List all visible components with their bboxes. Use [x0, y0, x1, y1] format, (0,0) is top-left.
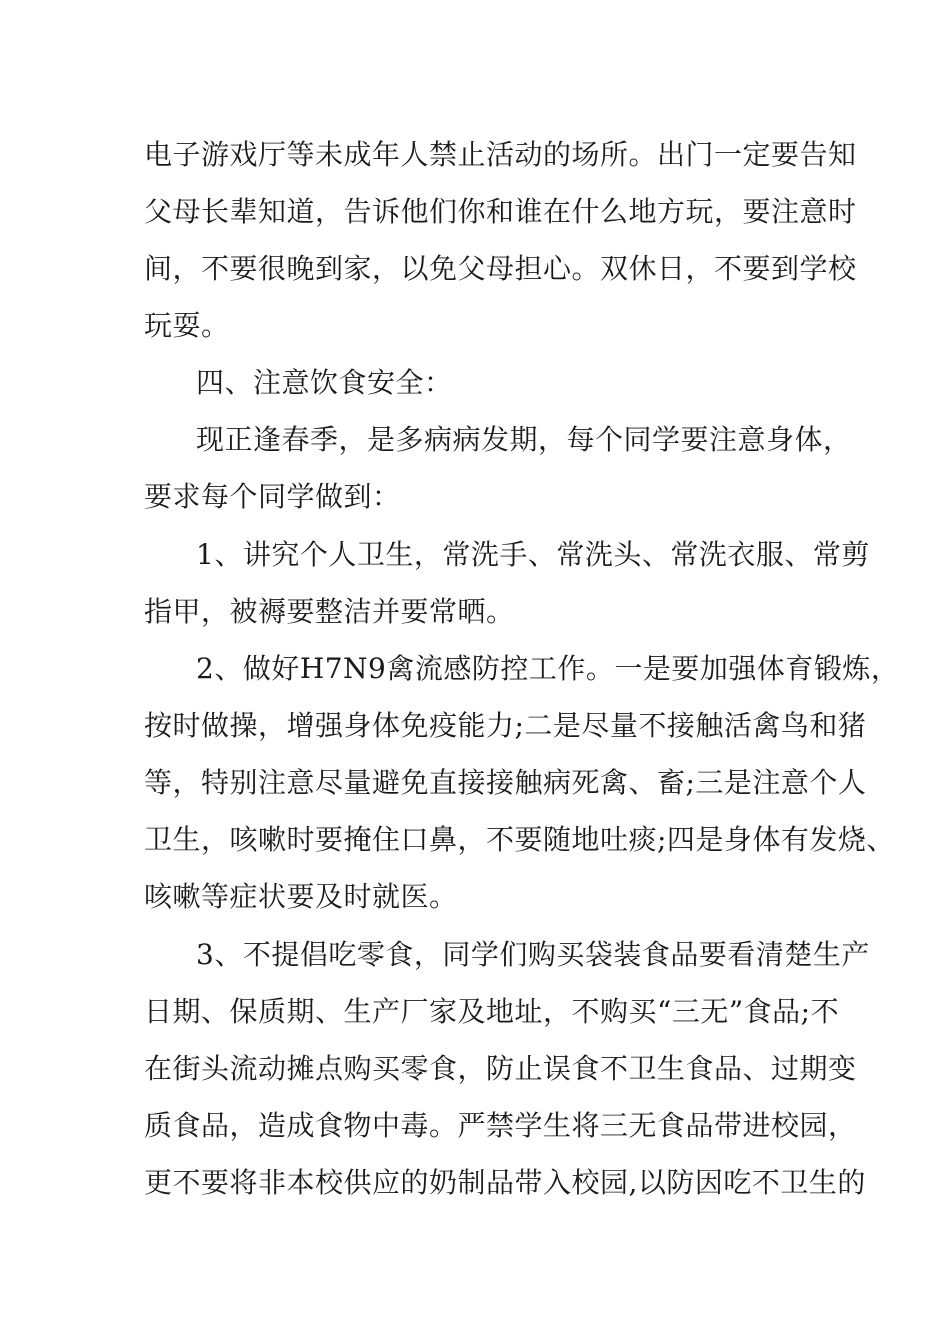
- text-line: 更不要将非本校供应的奶制品带入校园,以防因吃不卫生的: [144, 1166, 866, 1199]
- text-line: 等，特别注意尽量避免直接接触病死禽、畜;三是注意个人: [144, 766, 867, 799]
- text-line: 间，不要很晚到家，以免父母担心。双休日，不要到学校: [144, 252, 857, 285]
- text-line: 日期、保质期、生产厂家及地址，不购买“三无”食品;不: [144, 995, 840, 1028]
- text-line: 在街头流动摊点购买零食，防止误食不卫生食品、过期变: [144, 1052, 857, 1085]
- text-line: 质食品，造成食物中毒。严禁学生将三无食品带进校园，: [144, 1109, 857, 1142]
- text-line: 要求每个同学做到：: [144, 480, 401, 513]
- text-line: 卫生，咳嗽时要掩住口鼻，不要随地吐痰;四是身体有发烧、: [144, 823, 895, 856]
- text-line: 父母长辈知道，告诉他们你和谁在什么地方玩，要注意时: [144, 195, 857, 228]
- text-line: 咳嗽等症状要及时就医。: [144, 880, 458, 913]
- section-heading: 四、注意饮食安全：: [196, 366, 453, 399]
- text-line: 按时做操，增强身体免疫能力;二是尽量不接触活禽鸟和猪: [144, 709, 867, 742]
- text-line: 指甲，被褥要整洁并要常晒。: [144, 595, 515, 628]
- list-item: 2、做好H7N9禽流感防控工作。一是要加强体育锻炼，: [196, 652, 900, 685]
- text-line: 电子游戏厅等未成年人禁止活动的场所。出门一定要告知: [144, 138, 857, 171]
- list-item: 1、讲究个人卫生，常洗手、常洗头、常洗衣服、常剪: [196, 538, 870, 571]
- text-line: 玩耍。: [144, 309, 230, 342]
- text-line: 现正逢春季，是多病病发期，每个同学要注意身体，: [196, 423, 852, 456]
- list-item: 3、不提倡吃零食，同学们购买袋装食品要看清楚生产: [196, 938, 870, 971]
